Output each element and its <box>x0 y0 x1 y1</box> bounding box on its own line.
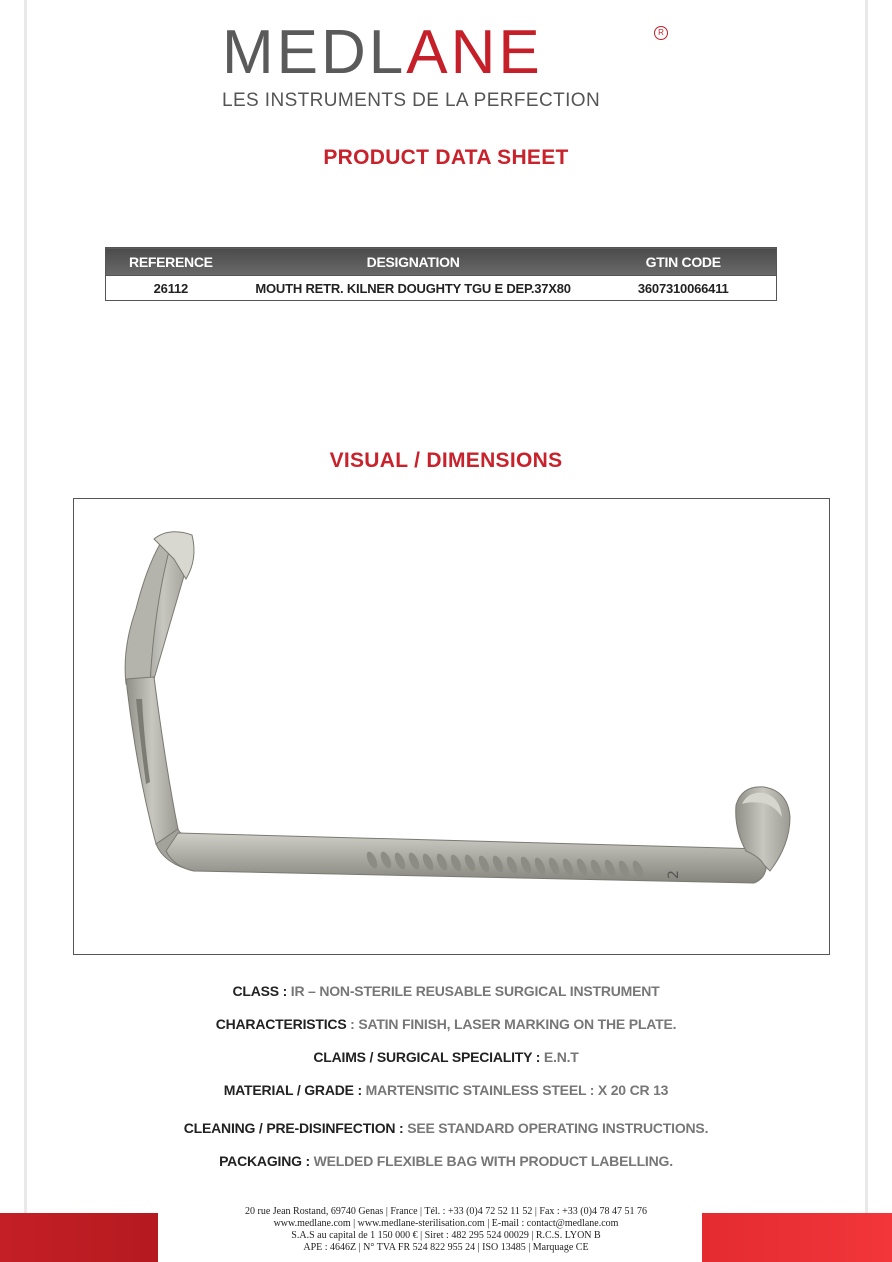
spec-label: CLAIMS / SURGICAL SPECIALITY : <box>313 1049 544 1065</box>
cell-reference: 26112 <box>106 276 236 301</box>
logo-tagline: LES INSTRUMENTS DE LA PERFECTION <box>222 90 601 111</box>
right-border-line <box>865 0 868 1262</box>
header-designation: DESIGNATION <box>236 248 591 276</box>
spec-label: CLASS : <box>232 983 291 999</box>
header-reference: REFERENCE <box>106 248 236 276</box>
spec-class <box>0 983 892 999</box>
spec-value: SEE STANDARD OPERATING INSTRUCTIONS. <box>407 1120 709 1136</box>
header-gtin: GTIN CODE <box>590 248 776 276</box>
spec-value: WELDED FLEXIBLE BAG WITH PRODUCT LABELLING. <box>313 1153 673 1169</box>
footer-web: www.medlane.com | www.medlane-sterilisation.com | E-mail : contact@medlane.com <box>273 1218 619 1229</box>
logo-wordmark-red: ANE <box>406 18 543 87</box>
left-border-line <box>24 0 27 1262</box>
product-image-frame <box>73 498 830 955</box>
cell-gtin: 3607310066411 <box>590 276 776 301</box>
laser-marking: 2 <box>666 870 682 879</box>
spec-label: CLEANING / PRE-DISINFECTION : <box>183 1120 408 1136</box>
spec-value: IR – NON-STERILE REUSABLE SURGICAL INSTRUMENT <box>290 983 660 999</box>
company-footer <box>0 1206 892 1254</box>
sheet-title: PRODUCT DATA SHEET <box>323 146 569 169</box>
logo-wordmark <box>222 18 543 87</box>
registered-mark: R <box>654 26 668 40</box>
spec-cleaning <box>0 1120 892 1136</box>
spec-label: CHARACTERISTICS <box>215 1016 347 1032</box>
mouth-retractor-illustration <box>74 499 831 956</box>
footer-address: 20 rue Jean Rostand, 69740 Genas | France | Tél. : +33 (0)4 72 52 11 52 | Fax : +33 (0)4 78 47 51 76 <box>245 1206 647 1217</box>
product-reference-table <box>105 247 777 301</box>
table-row <box>106 276 777 301</box>
spec-packaging <box>0 1153 892 1169</box>
visual-dimensions-title: VISUAL / DIMENSIONS <box>329 449 563 472</box>
spec-material <box>0 1082 892 1098</box>
footer-legal: S.A.S au capital de 1 150 000 € | Siret : 482 295 524 00029 | R.C.S. LYON B <box>291 1230 601 1241</box>
cell-designation: MOUTH RETR. KILNER DOUGHTY TGU E DEP.37X80 <box>236 276 591 301</box>
spec-label: MATERIAL / GRADE : <box>223 1082 366 1098</box>
spec-value: : SATIN FINISH, LASER MARKING ON THE PLATE. <box>346 1016 677 1032</box>
spec-characteristics <box>0 1016 892 1032</box>
spec-claims <box>0 1049 892 1065</box>
spec-value: E.N.T <box>543 1049 579 1065</box>
medlane-logo <box>222 18 672 114</box>
spec-value: MARTENSITIC STAINLESS STEEL : X 20 CR 13 <box>365 1082 669 1098</box>
footer-registration: APE : 4646Z | N° TVA FR 524 822 955 24 | ISO 13485 | Marquage CE <box>303 1242 589 1253</box>
table-header-row <box>106 248 777 276</box>
spec-label: PACKAGING : <box>219 1153 314 1169</box>
logo-wordmark-gray: MEDL <box>222 18 407 87</box>
